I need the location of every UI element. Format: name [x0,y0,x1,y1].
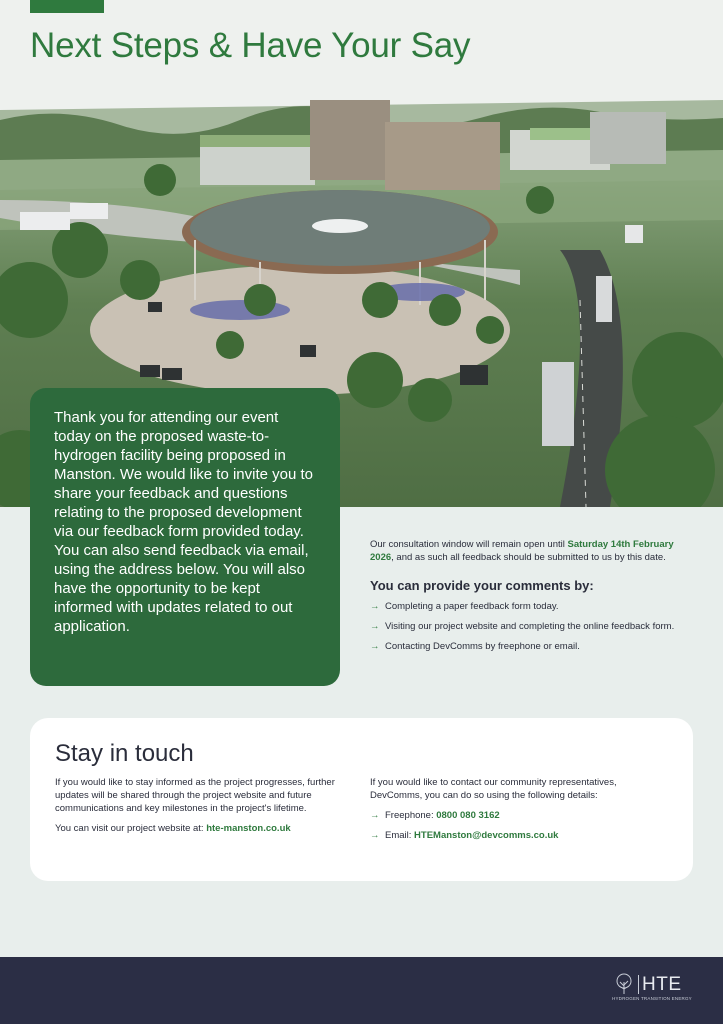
method-text: Completing a paper feedback form today. [385,601,559,612]
stay-in-touch-card [30,718,693,881]
stay-in-touch-title: Stay in touch [55,740,194,767]
page-title: Next Steps & Have Your Say [30,26,471,65]
email-item [370,829,670,842]
tree-icon [612,972,636,996]
consultation-text-after: , and as such all feedback should be submitted to us by this date. [391,552,666,563]
arrow-right-icon: → [370,641,380,652]
consultation-section [370,538,695,660]
stay-in-touch-right [370,776,670,849]
contact-intro-text: If you would like to contact our community representatives, DevComms, you can do so using the following details: [370,777,617,801]
hte-logo [612,972,692,1004]
logo-separator [638,975,639,994]
consultation-text [370,538,695,564]
consultation-date: Saturday 14th February 2026 [370,539,674,563]
method-item [370,600,695,613]
consultation-text-before: Our consultation window will remain open until [370,539,568,550]
method-text: Contacting DevComms by freephone or email. [385,641,580,652]
logo-subtext: HYDROGEN TRANSITION ENERGY [612,996,692,1001]
stay-in-touch-left [55,776,355,842]
accent-bar [30,0,104,13]
email-label: Email: [385,830,415,841]
freephone-number[interactable]: 0800 080 3162 [436,810,500,821]
arrow-right-icon: → [370,621,380,632]
website-label: You can visit our project website at: [55,823,207,834]
arrow-right-icon: → [370,830,380,841]
email-link[interactable]: HTEManston@devcomms.co.uk [414,830,559,841]
method-item [370,620,695,633]
website-link[interactable]: hte-manston.co.uk [206,823,291,834]
intro-card [30,388,340,686]
arrow-right-icon: → [370,810,380,821]
stay-info-text: If you would like to stay informed as the project progresses, further updates will be shared through the project website and future communications and key milestones in the project's lifetime. [55,777,335,814]
logo-text: HTE [642,974,682,995]
freephone-item [370,809,670,822]
method-text: Visiting our project website and completing the online feedback form. [385,621,675,632]
intro-text: Thank you for attending our event today on the proposed waste-to-hydrogen facility being proposed in Manston. We would like to invite you to share your feedback and questions relating to the proposed development via our feedback form provided today. You can also send feedback via email, using the address below. You will also have the opportunity to be kept informed with updates related to out application. [54,409,314,635]
method-item [370,640,695,653]
comments-heading: You can provide your comments by: [370,578,594,593]
website-line [55,822,355,835]
freephone-label: Freephone: [385,810,437,821]
arrow-right-icon: → [370,601,380,612]
